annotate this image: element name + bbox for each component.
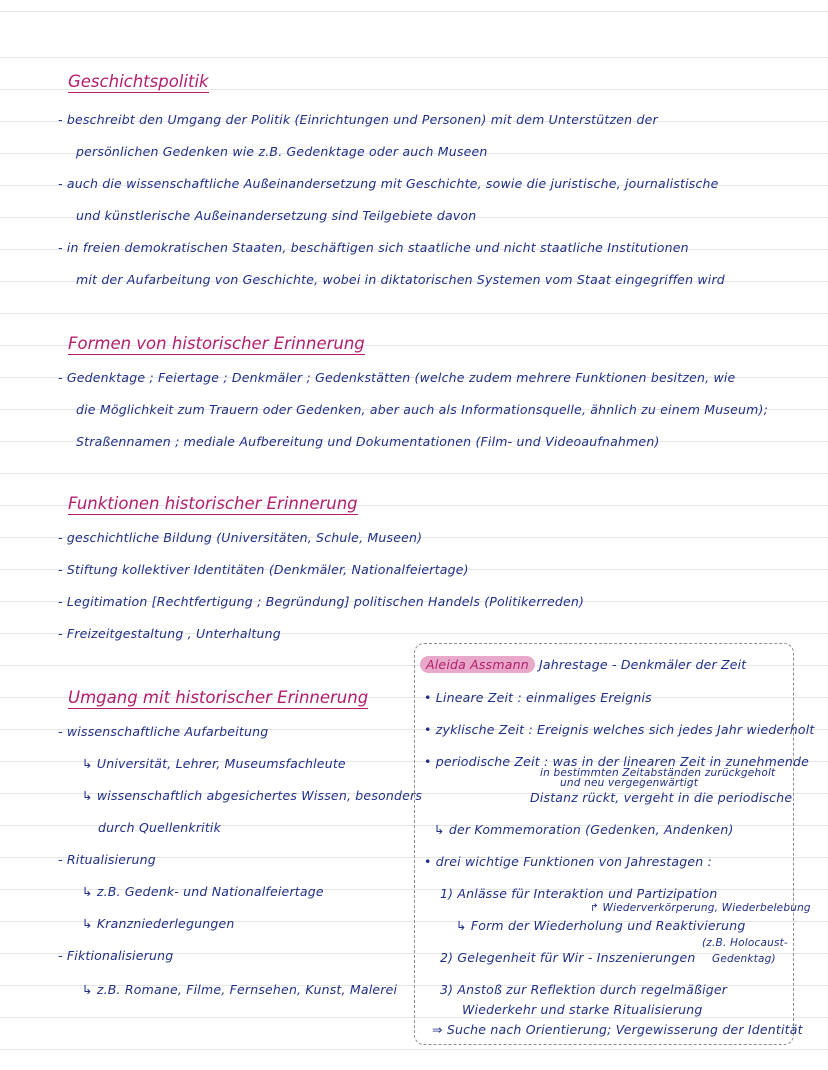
heading-umgang: Umgang mit historischer Erinnerung [68,688,369,707]
text-line: die Möglichkeit zum Trauern oder Gedenken, aber auch als Informationsquelle, ähnlich zu einem Museum); [76,402,768,417]
text-line: ↳ wissenschaftlich abgesichertes Wissen, besonders [82,788,423,803]
text-line: ↳ z.B. Gedenk- und Nationalfeiertage [82,884,324,899]
heading-formen: Formen von historischer Erinnerung [68,334,365,353]
text-line: und künstlerische Außeinandersetzung sind Teilgebiete davon [76,208,477,223]
text-line: - in freien demokratischen Staaten, beschäftigen sich staatliche und nicht staatliche Institutionen [58,240,689,255]
text-line: - Ritualisierung [58,852,156,867]
box-line: und neu vergegenwärtigt [560,777,699,789]
text-line: - Freizeitgestaltung , Unterhaltung [58,626,281,641]
box-line: 3) Anstoß zur Reflektion durch regelmäßiger [440,982,728,997]
text-line: durch Quellenkritik [98,820,222,835]
text-line: - Gedenktage ; Feiertage ; Denkmäler ; Gedenkstätten (welche zudem mehrere Funktionen besitzen, wie [58,370,736,385]
box-line: 2) Gelegenheit für Wir - Inszenierungen [440,950,696,965]
box-line: (z.B. Holocaust- [702,937,788,949]
box-line: • zyklische Zeit : Ereignis welches sich jedes Jahr wiederholt [424,722,815,737]
box-line: in bestimmten Zeitabständen zurückgeholt [540,767,776,779]
box-line: Distanz rückt, vergeht in die periodische [530,790,793,805]
box-line: ↱ Wiederverkörperung, Wiederbelebung [590,902,811,914]
text-line: persönlichen Gedenken wie z.B. Gedenktage oder auch Museen [76,144,488,159]
box-line: • periodische Zeit : was in der linearen Zeit in zunehmende [424,754,810,769]
text-line: - Stiftung kollektiver Identitäten (Denkmäler, Nationalfeiertage) [58,562,469,577]
box-line: ↳ Form der Wiederholung und Reaktivierung [456,918,746,933]
box-line: • Lineare Zeit : einmaliges Ereignis [424,690,652,705]
box-line: ⇒ Suche nach Orientierung; Vergewisserung der Identität [432,1022,803,1037]
text-line: - auch die wissenschaftliche Außeinandersetzung mit Geschichte, sowie die juristische, journalistische [58,176,719,191]
text-line: - beschreibt den Umgang der Politik (Einrichtungen und Personen) mit dem Unterstützen der [58,112,658,127]
author-highlight: Aleida Assmann [420,656,535,673]
box-line: Gedenktag) [712,953,776,965]
text-line: ↳ Universität, Lehrer, Museumsfachleute [82,756,346,771]
box-line: ↳ der Kommemoration (Gedenken, Andenken) [434,822,734,837]
heading-geschichtspolitik: Geschichtspolitik [68,72,209,91]
box-line: • drei wichtige Funktionen von Jahrestagen : [424,854,712,869]
box-line: 1) Anlässe für Interaktion und Partizipation [440,886,718,901]
text-line: Straßennamen ; mediale Aufbereitung und Dokumentationen (Film- und Videoaufnahmen) [76,434,660,449]
box-line: Wiederkehr und starke Ritualisierung [462,1002,703,1017]
text-line: mit der Aufarbeitung von Geschichte, wobei in diktatorischen Systemen vom Staat eingegriffen wird [76,272,725,287]
heading-funktionen: Funktionen historischer Erinnerung [68,494,358,513]
box-title-line [420,657,746,672]
box-title: Jahrestage - Denkmäler der Zeit [539,657,747,672]
text-line: - geschichtliche Bildung (Universitäten, Schule, Museen) [58,530,423,545]
text-line: - wissenschaftliche Aufarbeitung [58,724,269,739]
text-line: ↳ Kranzniederlegungen [82,916,235,931]
text-line: - Legitimation [Rechtfertigung ; Begründung] politischen Handels (Politikerreden) [58,594,585,609]
text-line: - Fiktionalisierung [58,948,174,963]
text-line: ↳ z.B. Romane, Filme, Fernsehen, Kunst, Malerei [82,982,398,997]
